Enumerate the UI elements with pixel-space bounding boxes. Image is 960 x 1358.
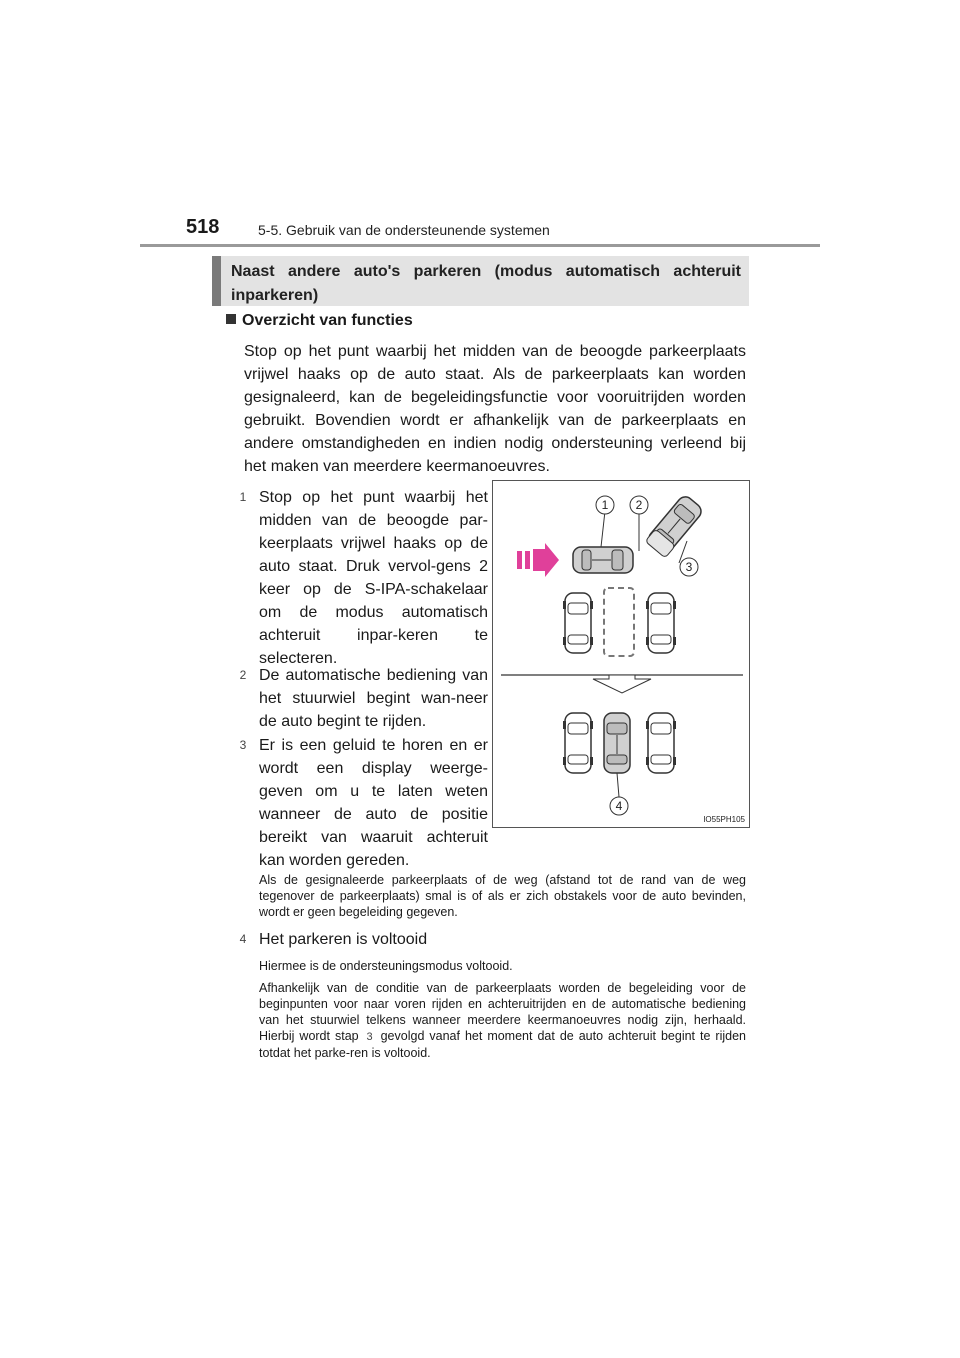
step-number-icon: 1 <box>239 490 247 504</box>
moving-car-icon <box>573 547 633 573</box>
down-arrow-icon <box>593 675 651 693</box>
page-number: 518 <box>186 216 220 238</box>
parking-diagram <box>492 480 750 828</box>
step-3 <box>236 734 488 872</box>
callout-4: 4 <box>615 799 623 813</box>
step-text: Het parkeren is voltooid <box>259 931 428 948</box>
square-bullet-icon <box>226 314 236 324</box>
parked-car-icon <box>563 593 593 653</box>
step-number-icon: 4 <box>239 932 247 946</box>
step-1 <box>236 486 488 670</box>
step-number-icon: 2 <box>239 668 247 682</box>
subheading-text: Overzicht van functies <box>242 312 413 329</box>
parked-car-icon <box>646 593 676 653</box>
step-2 <box>236 664 488 733</box>
direction-arrow-icon <box>517 543 559 577</box>
step-text: Stop op het punt waarbij het midden van de beoogde par-keerplaats vrijwel haaks op de auto staat. Druk vervol-gens 2 keer op de S-IPA-schakelaar om de modus automatisch achteruit inpar-keren te selecteren. <box>259 489 488 667</box>
callout-2: 2 <box>635 498 643 512</box>
parking-diagram-svg <box>493 481 751 829</box>
note-step-4-a: Hiermee is de ondersteuningsmodus voltooid. <box>259 959 513 973</box>
callout-1: 1 <box>601 498 609 512</box>
step-number-icon: 3 <box>239 738 247 752</box>
parked-car-icon <box>563 713 593 773</box>
section-header: 5-5. Gebruik van de ondersteunende systemen <box>258 222 550 238</box>
step-text: Er is een geluid te horen en er wordt een display weerge-geven om u te laten weten wanneer de auto de positie bereikt van waaruit achteruit kan worden gereden. <box>259 737 488 869</box>
step-text: De automatische bediening van het stuurwiel begint wan-neer de auto begint te rijden. <box>259 667 488 730</box>
section-title-box <box>212 256 749 306</box>
callout-3: 3 <box>685 560 693 574</box>
figure-code: IO55PH105 <box>703 815 745 824</box>
subheading <box>226 312 413 330</box>
intro-paragraph: Stop op het punt waarbij het midden van de beoogde parkeerplaats vrijwel haaks op de auto staat. Als de parkeerplaats kan worden gesignaleerd, kan de begeleidingsfunctie voor vooruitrijden worden gebruikt. Bovendien wordt er afhankelijk van de parkeerplaats en andere omstandigheden en indien nodig ondersteuning verleend bij het maken van meerdere keermanoeuvres. <box>244 343 746 475</box>
note-step-4-b <box>259 980 746 1061</box>
step-4 <box>236 928 748 951</box>
target-space-outline <box>604 588 634 656</box>
header-rule <box>140 244 820 247</box>
step-reference-icon: 3 <box>366 1031 373 1043</box>
parked-target-car-icon <box>604 713 630 773</box>
note-text: gevolgd vanaf het moment dat de auto achteruit begint te rijden totdat het parke-ren is voltooid. <box>259 1029 746 1060</box>
parked-car-icon <box>646 713 676 773</box>
note-text: Afhankelijk van de conditie van de parkeerplaats worden de begeleiding voor de beginpunten voor naar voren rijden en achteruitrijden en de automatische bediening van het stuurwiel telkens wanneer meerdere keermanoeuvres nodig zijn, herhaald. Hierbij wordt stap <box>259 981 746 1043</box>
section-title: Naast andere auto's parkeren (modus automatisch achteruit inparkeren) <box>231 263 741 304</box>
note-step-3: Als de gesignaleerde parkeerplaats of de weg (afstand tot de rand van de weg tegenover de parkeerplaats) smal is of als er zich obstakels voor de auto bevinden, wordt er geen begeleiding gegeven. <box>259 873 746 919</box>
